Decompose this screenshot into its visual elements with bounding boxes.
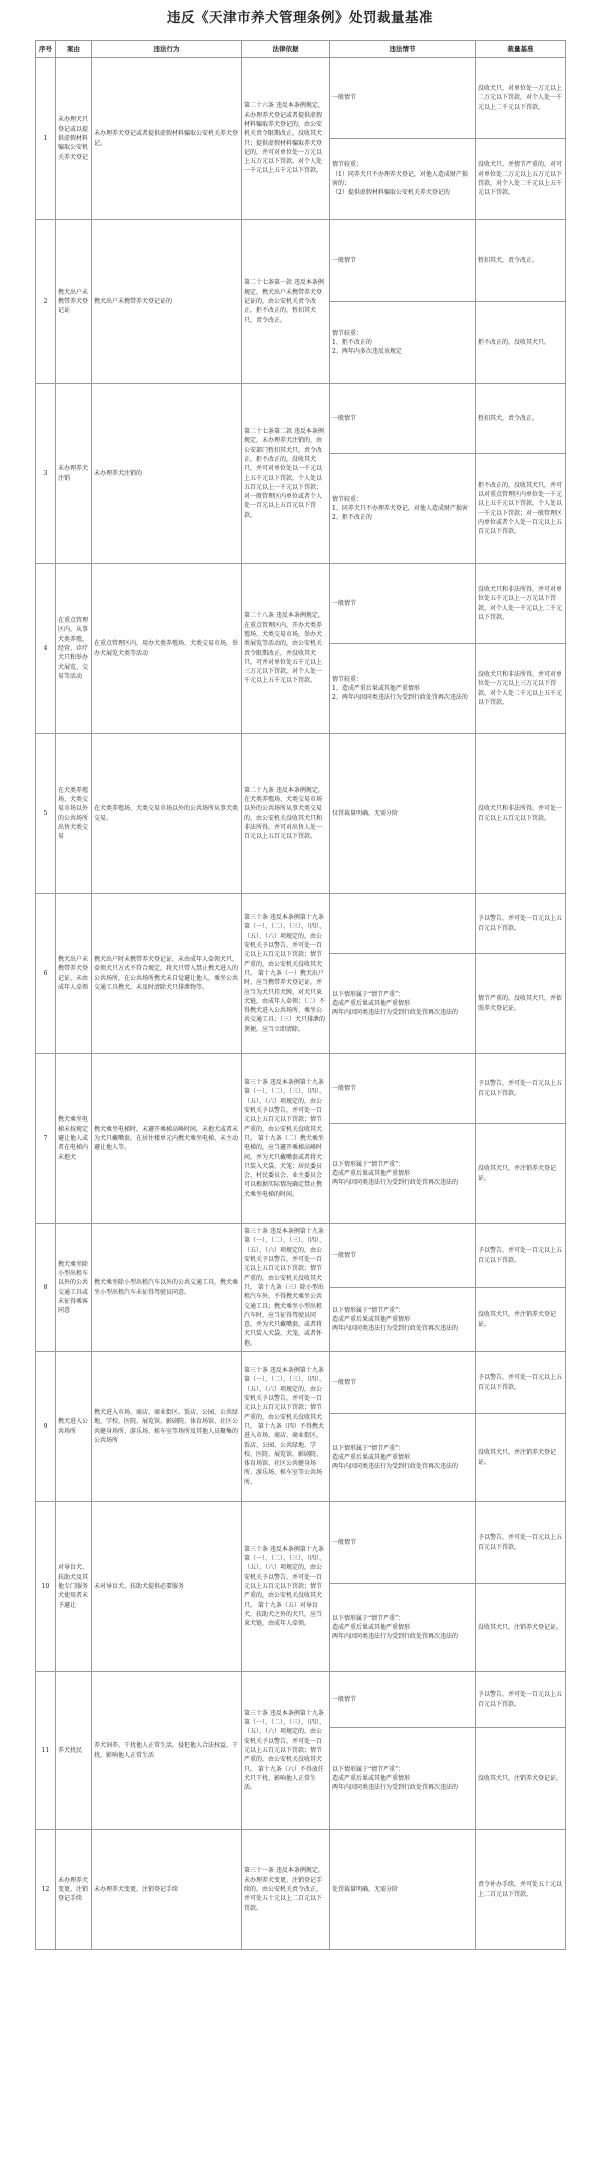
row-act: 在犬类养殖场、犬类交易市场以外的公共场所从事犬类交易。 — [92, 734, 242, 894]
row-penalty: 暂扣其犬，责令改正。 — [476, 384, 566, 454]
row-penalty: 没收其犬只，注销养犬登记证。 — [476, 1584, 566, 1672]
row-penalty: 予以警告，并可处一百元以上五百元以下罚款。 — [476, 1224, 566, 1288]
row-circumstance: 一般情节 — [330, 1672, 476, 1728]
table-body — [36, 58, 566, 1950]
row-num: 7 — [36, 1054, 56, 1224]
row-penalty: 没收其犬只，并注销养犬登记证。 — [476, 1288, 566, 1352]
row-num: 2 — [36, 220, 56, 384]
header-circumstance: 违法情节 — [330, 41, 476, 58]
table-row — [36, 1352, 566, 1414]
row-basis: 第三十条 违反本条例第十九条第（一）、（二）、（三）、（四）、（五）、（六）项规定的，由公安机关予以警告，并可处一百元以上五百元以下罚款；情节严重的，由公安机关没收其犬只。 第十九条（四）不得携犬进入市场、商店、商业街区、饭店、公园、公共绿地、学校、医院、展览馆、影剧院、体育场馆、社区公共健身场所、游乐场、候车室等公共场所。 — [242, 1352, 330, 1502]
row-penalty: 没收犬只和非法所得，并可对单位处五千元以上一万元以下罚款，对个人处一千元以上二千元以下罚款。 — [476, 564, 566, 644]
table-row — [36, 384, 566, 454]
row-circumstance: 一般情节 — [330, 1054, 476, 1124]
header-basis: 法律依据 — [242, 41, 330, 58]
row-circumstance: 以下情形属于“情节严重”： 造成严重后果或其他严重情形 两年内因同类违法行为受到行政处罚再次违法的 — [330, 954, 476, 1054]
row-num: 9 — [36, 1352, 56, 1502]
row-circumstance: 以下情形属于“情节严重”： 造成严重后果或其他严重情形 两年内因同类违法行为受到行政处罚再次违法的 — [330, 1124, 476, 1224]
row-num: 1 — [36, 58, 56, 220]
row-num: 3 — [36, 384, 56, 564]
row-penalty: 予以警告，并可处一百元以上五百元以下罚款。 — [476, 1672, 566, 1728]
row-case: 携犬乘坐除小型出租车以外的公共交通工具或未征得乘客同意 — [56, 1224, 92, 1352]
row-basis: 第二十九条 违反本条例规定，在犬类养殖场、犬类交易市场以外的公共场所从事犬类交易的，由公安机关没收其犬只和非法所得，并可对出售人处一百元以上五百元以下罚款。 — [242, 734, 330, 894]
row-num: 6 — [36, 894, 56, 1054]
row-circumstance: 一般情节 — [330, 564, 476, 644]
row-case: 未办理犬只登记或以提供虚假材料骗取公安机关养犬登记 — [56, 58, 92, 220]
row-case: 养犬扰民 — [56, 1672, 92, 1830]
document-title: 违反《天津市养犬管理条例》处罚裁量基准 — [167, 10, 433, 26]
row-case: 携犬乘坐电梯未按规定避让他人或者在电梯内未抱犬 — [56, 1054, 92, 1224]
row-basis: 第二十六条 违反本条例规定，未办理养犬登记或者提供虚假材料骗取养犬登记的，由公安机关责令限期改正，没收其犬只；提供虚假材料骗取养犬登记的，并可对单位处一万元以上五万元以下罚款，对个人处一千元以上五千元以下罚款。 — [242, 58, 330, 220]
row-act: 携犬进入市场、商店、商业街区、饭店、公园、公共绿地、学校、医院、展览馆、影剧院、体育场馆、社区公共健身场所、游乐场、候车室等场所及其他人员聚集的公共场所 — [92, 1352, 242, 1502]
row-num: 12 — [36, 1830, 56, 1950]
table-row — [36, 564, 566, 644]
row-act: 未办理养犬登记或者提供虚假材料骗取公安机关养犬登记。 — [92, 58, 242, 220]
row-case: 在犬类养殖场、犬类交易市场以外的公共场所出售犬类交易 — [56, 734, 92, 894]
header-case: 案由 — [56, 41, 92, 58]
header-act: 违法行为 — [92, 41, 242, 58]
row-penalty: 没收犬只和非法所得，并可处一百元以上五百元以下罚款。 — [476, 734, 566, 894]
row-case: 未办理养犬变更、注销登记手续 — [56, 1830, 92, 1950]
row-case: 携犬出户未携带养犬登记证、未由成年人牵领 — [56, 894, 92, 1054]
header-penalty: 裁量基准 — [476, 41, 566, 58]
row-penalty: 没收其犬只，并注销养犬登记证。 — [476, 1414, 566, 1502]
row-case: 携犬出户未携带养犬登记证 — [56, 220, 92, 384]
header-num: 序号 — [36, 41, 56, 58]
row-penalty: 没收其犬只，注销养犬登记证。 — [476, 1728, 566, 1830]
row-penalty: 没收犬只，并情节严重的，对可对单位处二万元以上五万元以下罚款，对个人处二千元以上五千元以下罚款。 — [476, 139, 566, 220]
row-circumstance: 一般情节 — [330, 58, 476, 139]
row-circumstance — [330, 894, 476, 954]
row-circumstance: 以下情形属于“情节严重”： 造成严重后果或其他严重情形 两年内因同类违法行为受到行政处罚再次违法的 — [330, 1414, 476, 1502]
row-penalty: 拒不改正的，没收其犬只。 — [476, 302, 566, 384]
row-circumstance: 情节较重： 1、同养犬只不办理养犬登记，对他人造成财产损害 2、拒不改正的 — [330, 454, 476, 564]
row-basis: 第三十一条 违反本条例规定，未办理养犬变更、注销登记手续的，由公安机关责令改正，并可处五十元以上二百元以下罚款。 — [242, 1830, 330, 1950]
row-act: 携犬乘坐电梯时，未避开乘梯高峰时间，未抱犬或者未为犬只戴嘴套，在居住楼单元内携犬乘坐电梯，未主动避让他人等。 — [92, 1054, 242, 1224]
row-basis: 第二十八条 违反本条例规定，在重点管理区内，开办犬类养殖场、犬类交易市场，举办犬类展览等活动的，由公安机关责令限期改正，并没收其犬只，可并对单位处五千元以上三万元以下罚款，对个人处一千元以上五千元以下罚款。 — [242, 564, 330, 734]
table-row — [36, 220, 566, 302]
table-row — [36, 894, 566, 954]
row-circumstance: 情节较重： 1、造成严重后果或其他严重情形 2、两年内因同类违法行为受到行政处罚再次违法的 — [330, 644, 476, 734]
table-row — [36, 1502, 566, 1584]
row-act: 未办理养犬注销的 — [92, 384, 242, 564]
row-basis: 第二十七条第一款 违反本条例规定，携犬出户未携带养犬登记证的，由公安机关责令改正，拒不改正的，暂扣其犬只，责令改正。 — [242, 220, 330, 384]
row-act: 携犬出户时未携带养犬登记证，未由成年人牵领犬只，牵领犬只方式不符合规定，将犬只带入禁止携犬进入的公共场所，在公共场所携犬未自觉避让他人，乘坐公共交通工具携犬，未及时清除犬只排泄物等。 — [92, 894, 242, 1054]
row-case: 在重点管理区内，从事犬类养殖，经营、诊疗犬只和举办犬展览、交易等活动 — [56, 564, 92, 734]
row-circumstance: 一般情节 — [330, 1224, 476, 1288]
row-basis: 第三十条 违反本条例第十九条第（一）、（二）、（三）、（四）、（五）、（六）项规定的，由公安机关予以警告，并可处一百元以上五百元以下罚款；情节严重的，由公安机关没收其犬只。 第十九条（一）携犬出户时，应当携带养犬登记证，并应当为犬只挂犬牌，对犬只束犬链，由成年人牵领；（二）不得携犬进入公共场所、乘坐公共交通工具；（三）犬只排泄的粪便，应当立即清除。 — [242, 894, 330, 1054]
row-case: 携犬进入公共场所 — [56, 1352, 92, 1502]
penalty-standard-table — [35, 40, 566, 1950]
row-act: 携犬出户未携带养犬登记证的 — [92, 220, 242, 384]
table-row — [36, 1830, 566, 1950]
row-basis: 第三十条 违反本条例第十九条第（一）、（二）、（三）、（四）、（五）、（六）项规定的，由公安机关予以警告，并可处一百元以上五百元以下罚款；情节严重的，由公安机关没收其犬只。 第十九条（六）不得放任犬只干扰、影响他人正常生活。 — [242, 1672, 330, 1830]
row-penalty: 予以警告，并可处一百元以上五百元以下罚款。 — [476, 894, 566, 954]
row-circumstance: 一般情节 — [330, 1502, 476, 1584]
row-basis: 第三十条 违反本条例第十九条第（一）、（二）、（三）、（四）、（五）、（六）项规定的，由公安机关予以警告，并可处一百元以上五百元以下罚款；情节严重的，由公安机关没收其犬只。 第十九条（三）除小型出租汽车外，不得携犬乘坐公共交通工具；携犬乘坐小型出租汽车时，应当征得驾驶员同意，并为犬只戴嘴套，或者将犬只装入犬袋、犬笼，或者怀抱。 — [242, 1224, 330, 1352]
row-penalty: 情节严重的，没收其犬只，并依照养犬登记证。 — [476, 954, 566, 1054]
row-act: 未对导盲犬、扶助犬提供必要服务 — [92, 1502, 242, 1672]
row-circumstance: 情节较重： （1）同养犬只不办理养犬登记，对他人造成财产损害的； （2）提供虚假材料骗取公安机关养犬登记的 — [330, 139, 476, 220]
row-penalty: 责令补办手续，并可处五十元以上二百元以下罚款。 — [476, 1830, 566, 1950]
table-row — [36, 1672, 566, 1728]
row-num: 5 — [36, 734, 56, 894]
row-penalty: 拒不改正的，没收其犬只，并可以对重点管理区内单位处一千元以上五千元以下罚款，个人处以一千元以下罚款；对一般管理区内单位或者个人处一百元以上五百元以下罚款。 — [476, 454, 566, 564]
table-row — [36, 1054, 566, 1124]
row-case: 未办理养犬注销 — [56, 384, 92, 564]
row-penalty: 没收其犬只，并注销养犬登记证。 — [476, 1124, 566, 1224]
row-circumstance: 一般情节 — [330, 384, 476, 454]
row-basis: 第三十条 违反本条例第十九条第（一）、（二）、（三）、（四）、（五）、（六）项规定的，由公安机关予以警告，并可处一百元以上五百元以下罚款；情节严重的，由公安机关没收其犬只。 第十九条（五）对导盲犬、扶助犬之外的犬只，应当束犬链，由成年人牵领。 — [242, 1502, 330, 1672]
row-circumstance: 以下情形属于“情节严重”： 造成严重后果或其他严重情形 两年内因同类违法行为受到行政处罚再次违法的 — [330, 1584, 476, 1672]
row-circumstance: 以下情形属于“情节严重”： 造成严重后果或其他严重情形 两年内因同类违法行为受到行政处罚再次违法的 — [330, 1728, 476, 1830]
row-circumstance: 一般情节 — [330, 220, 476, 302]
row-circumstance: 仅罚裁量明确，无需分阶 — [330, 734, 476, 894]
row-penalty: 予以警告，并可处一百元以上五百元以下罚款。 — [476, 1054, 566, 1124]
row-act: 在重点管理区内，用办犬类养殖场、犬类交易市场，举办犬展览犬类等活动 — [92, 564, 242, 734]
row-penalty: 予以警告，并可处一百元以上五百元以下罚款。 — [476, 1502, 566, 1584]
row-num: 8 — [36, 1224, 56, 1352]
row-circumstance: 情节较重： 1、拒不改正的 2、两年内多次违反该规定 — [330, 302, 476, 384]
row-circumstance: 一般情节 — [330, 1352, 476, 1414]
table-row — [36, 58, 566, 139]
row-case: 对导盲犬、扶助犬及其他专门服务犬使用者未予避让 — [56, 1502, 92, 1672]
row-penalty: 予以警告，并可处一百元以上五百元以下罚款。 — [476, 1352, 566, 1414]
row-circumstance: 处罚裁量明确，无需分阶 — [330, 1830, 476, 1950]
row-penalty: 暂扣其犬，责令改正。 — [476, 220, 566, 302]
table-header-row — [36, 41, 566, 58]
row-act: 未办理养犬变更、注销登记手续 — [92, 1830, 242, 1950]
row-num: 10 — [36, 1502, 56, 1672]
row-num: 4 — [36, 564, 56, 734]
row-act: 携犬乘坐除小型出租汽车以外的公共交通工具，携犬乘坐小型出租汽车未征得驾驶员同意。 — [92, 1224, 242, 1352]
row-penalty: 没收犬只，对单位处一万元以上二万元以下罚款，对个人处一千元以上二千元以下罚款。 — [476, 58, 566, 139]
table-row — [36, 1224, 566, 1288]
row-basis: 第三十条 违反本条例第十九条第（一）、（二）、（三）、（四）、（五）、（六）项规定的，由公安机关予以警告，并可处一百元以上五百元以下罚款；情节严重的，由公安机关没收其犬只。 第十九条（二）携犬乘坐电梯的，应当避开乘梯高峰时间，并为犬只戴嘴套或者将犬只装入犬袋、犬笼；居民委员会、村民委员会、业主委员会可以根据实际情况确定禁止携犬乘坐电梯的时间。 — [242, 1054, 330, 1224]
row-circumstance: 以下情形属于“情节严重”： 造成严重后果或其他严重情形 两年内因同类违法行为受到行政处罚再次违法的 — [330, 1288, 476, 1352]
table-row — [36, 734, 566, 894]
row-basis: 第二十七条第二款 违反本条例规定，未办理养犬注销的，由公安部门暂扣其犬只，责令改正，拒不改正的，没收其犬只，并可对单位处以一千元以上五千元以下罚款，个人处以五百元以上一千元以下罚款；对一般管理区内单位或者个人处一百元以上五百元以下罚款。 — [242, 384, 330, 564]
row-penalty: 没收犬只和非法所得，并可对单位处一万元以上三万元以下罚款，对个人处二千元以上五千元以下罚款。 — [476, 644, 566, 734]
row-act: 养犬饲养，干扰他人正常生活，侵犯他人合法权益，干扰、影响他人正常生活 — [92, 1672, 242, 1830]
row-num: 11 — [36, 1672, 56, 1830]
